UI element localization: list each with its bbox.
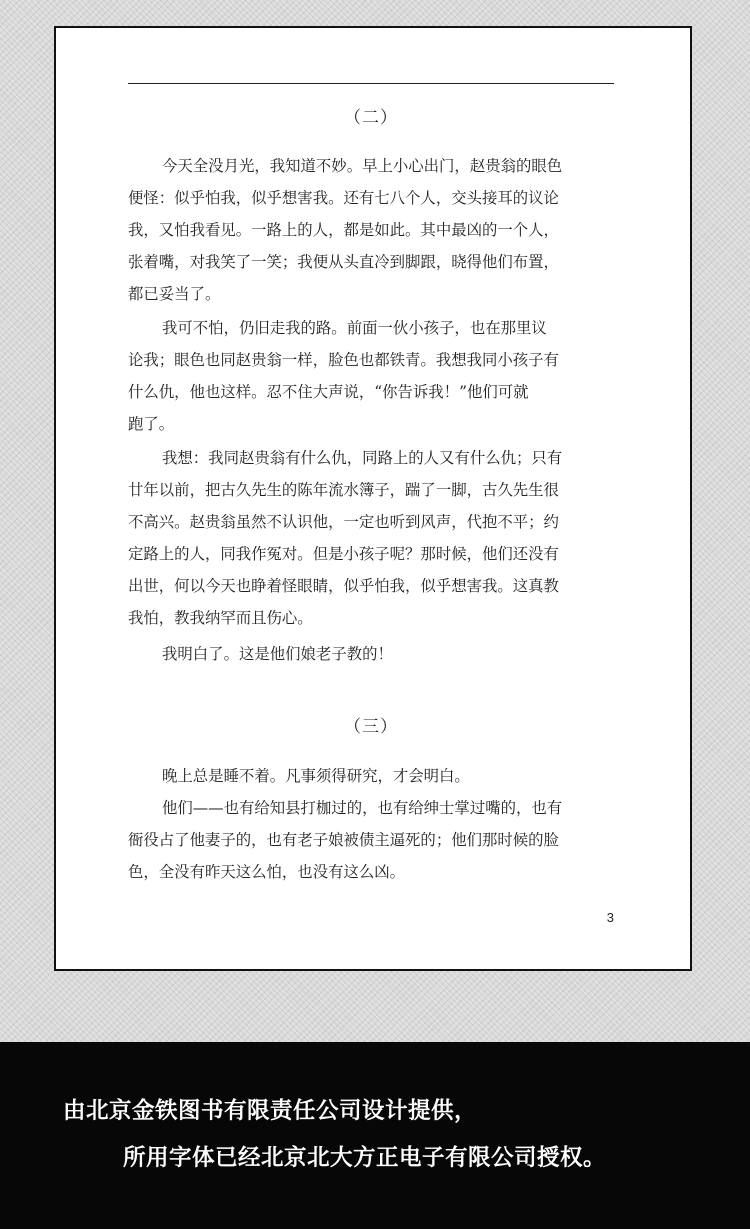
credits-footer [0,1042,750,1229]
text-line: 晚上总是睡不着。凡事须得研究，才会明白。 [162,767,470,785]
text-line: 我可不怕，仍旧走我的路。前面一伙小孩子，也在那里议 [162,319,547,337]
text-line: 论我；眼色也同赵贵翁一样，脸色也都铁青。我想我同小孩子有 [128,351,559,369]
text-line: 我怕，教我纳罕而且伤心。 [128,609,313,627]
credits-line-1: 由北京金铁图书有限责任公司设计提供， [63,1098,478,1124]
text-line: 衙役占了他妻子的，也有老子娘被债主逼死的；他们那时候的脸 [128,831,559,849]
text-line: 便怪：似乎怕我，似乎想害我。还有七八个人，交头接耳的议论 [128,189,559,207]
section-2-title: （二） [344,108,398,128]
header-rule [128,83,614,84]
section-2-paragraph-1 [128,150,618,310]
text-line: 今天全没月光，我知道不妙。早上小心出门，赵贵翁的眼色 [162,157,563,175]
text-line: 我想：我同赵贵翁有什么仇，同路上的人又有什么仇；只有 [162,449,563,467]
text-line: 我明白了。这是他们娘老子教的！ [162,645,393,663]
text-line: 色，全没有昨天这么怕，也没有这么凶。 [128,863,406,881]
text-line: 廿年以前，把古久先生的陈年流水簿子，踹了一脚，古久先生很 [128,481,559,499]
text-line: 跑了。 [128,415,175,433]
text-line: 都已妥当了。 [128,285,221,303]
text-line: 他们——也有给知县打枷过的，也有给绅士掌过嘴的，也有 [162,799,563,817]
text-line: 什么仇，他也这样。忍不住大声说，“你告诉我！”他们可就 [128,383,529,401]
text-line: 定路上的人，同我作冤对。但是小孩子呢？那时候，他们还没有 [128,545,559,563]
page-number: 3 [606,910,614,925]
text-line: 不高兴。赵贵翁虽然不认识他，一定也听到风声，代抱不平；约 [128,513,559,531]
section-3-title: （三） [344,717,398,737]
book-page [54,26,692,971]
credits-line-2: 所用字体已经北京北大方正电子有限公司授权。 [123,1145,607,1171]
section-3-paragraph-2 [128,792,618,888]
section-2-paragraph-2 [128,312,618,440]
text-line: 我，又怕我看见。一路上的人，都是如此。其中最凶的一个人， [128,221,559,239]
text-line: 张着嘴，对我笑了一笑；我便从头直冷到脚跟，晓得他们布置， [128,253,559,271]
section-2-paragraph-4 [128,638,618,670]
section-3-paragraph-1 [128,760,618,792]
section-2-paragraph-3 [128,442,618,634]
text-line: 出世，何以今天也睁着怪眼睛，似乎怕我，似乎想害我。这真教 [128,577,559,595]
